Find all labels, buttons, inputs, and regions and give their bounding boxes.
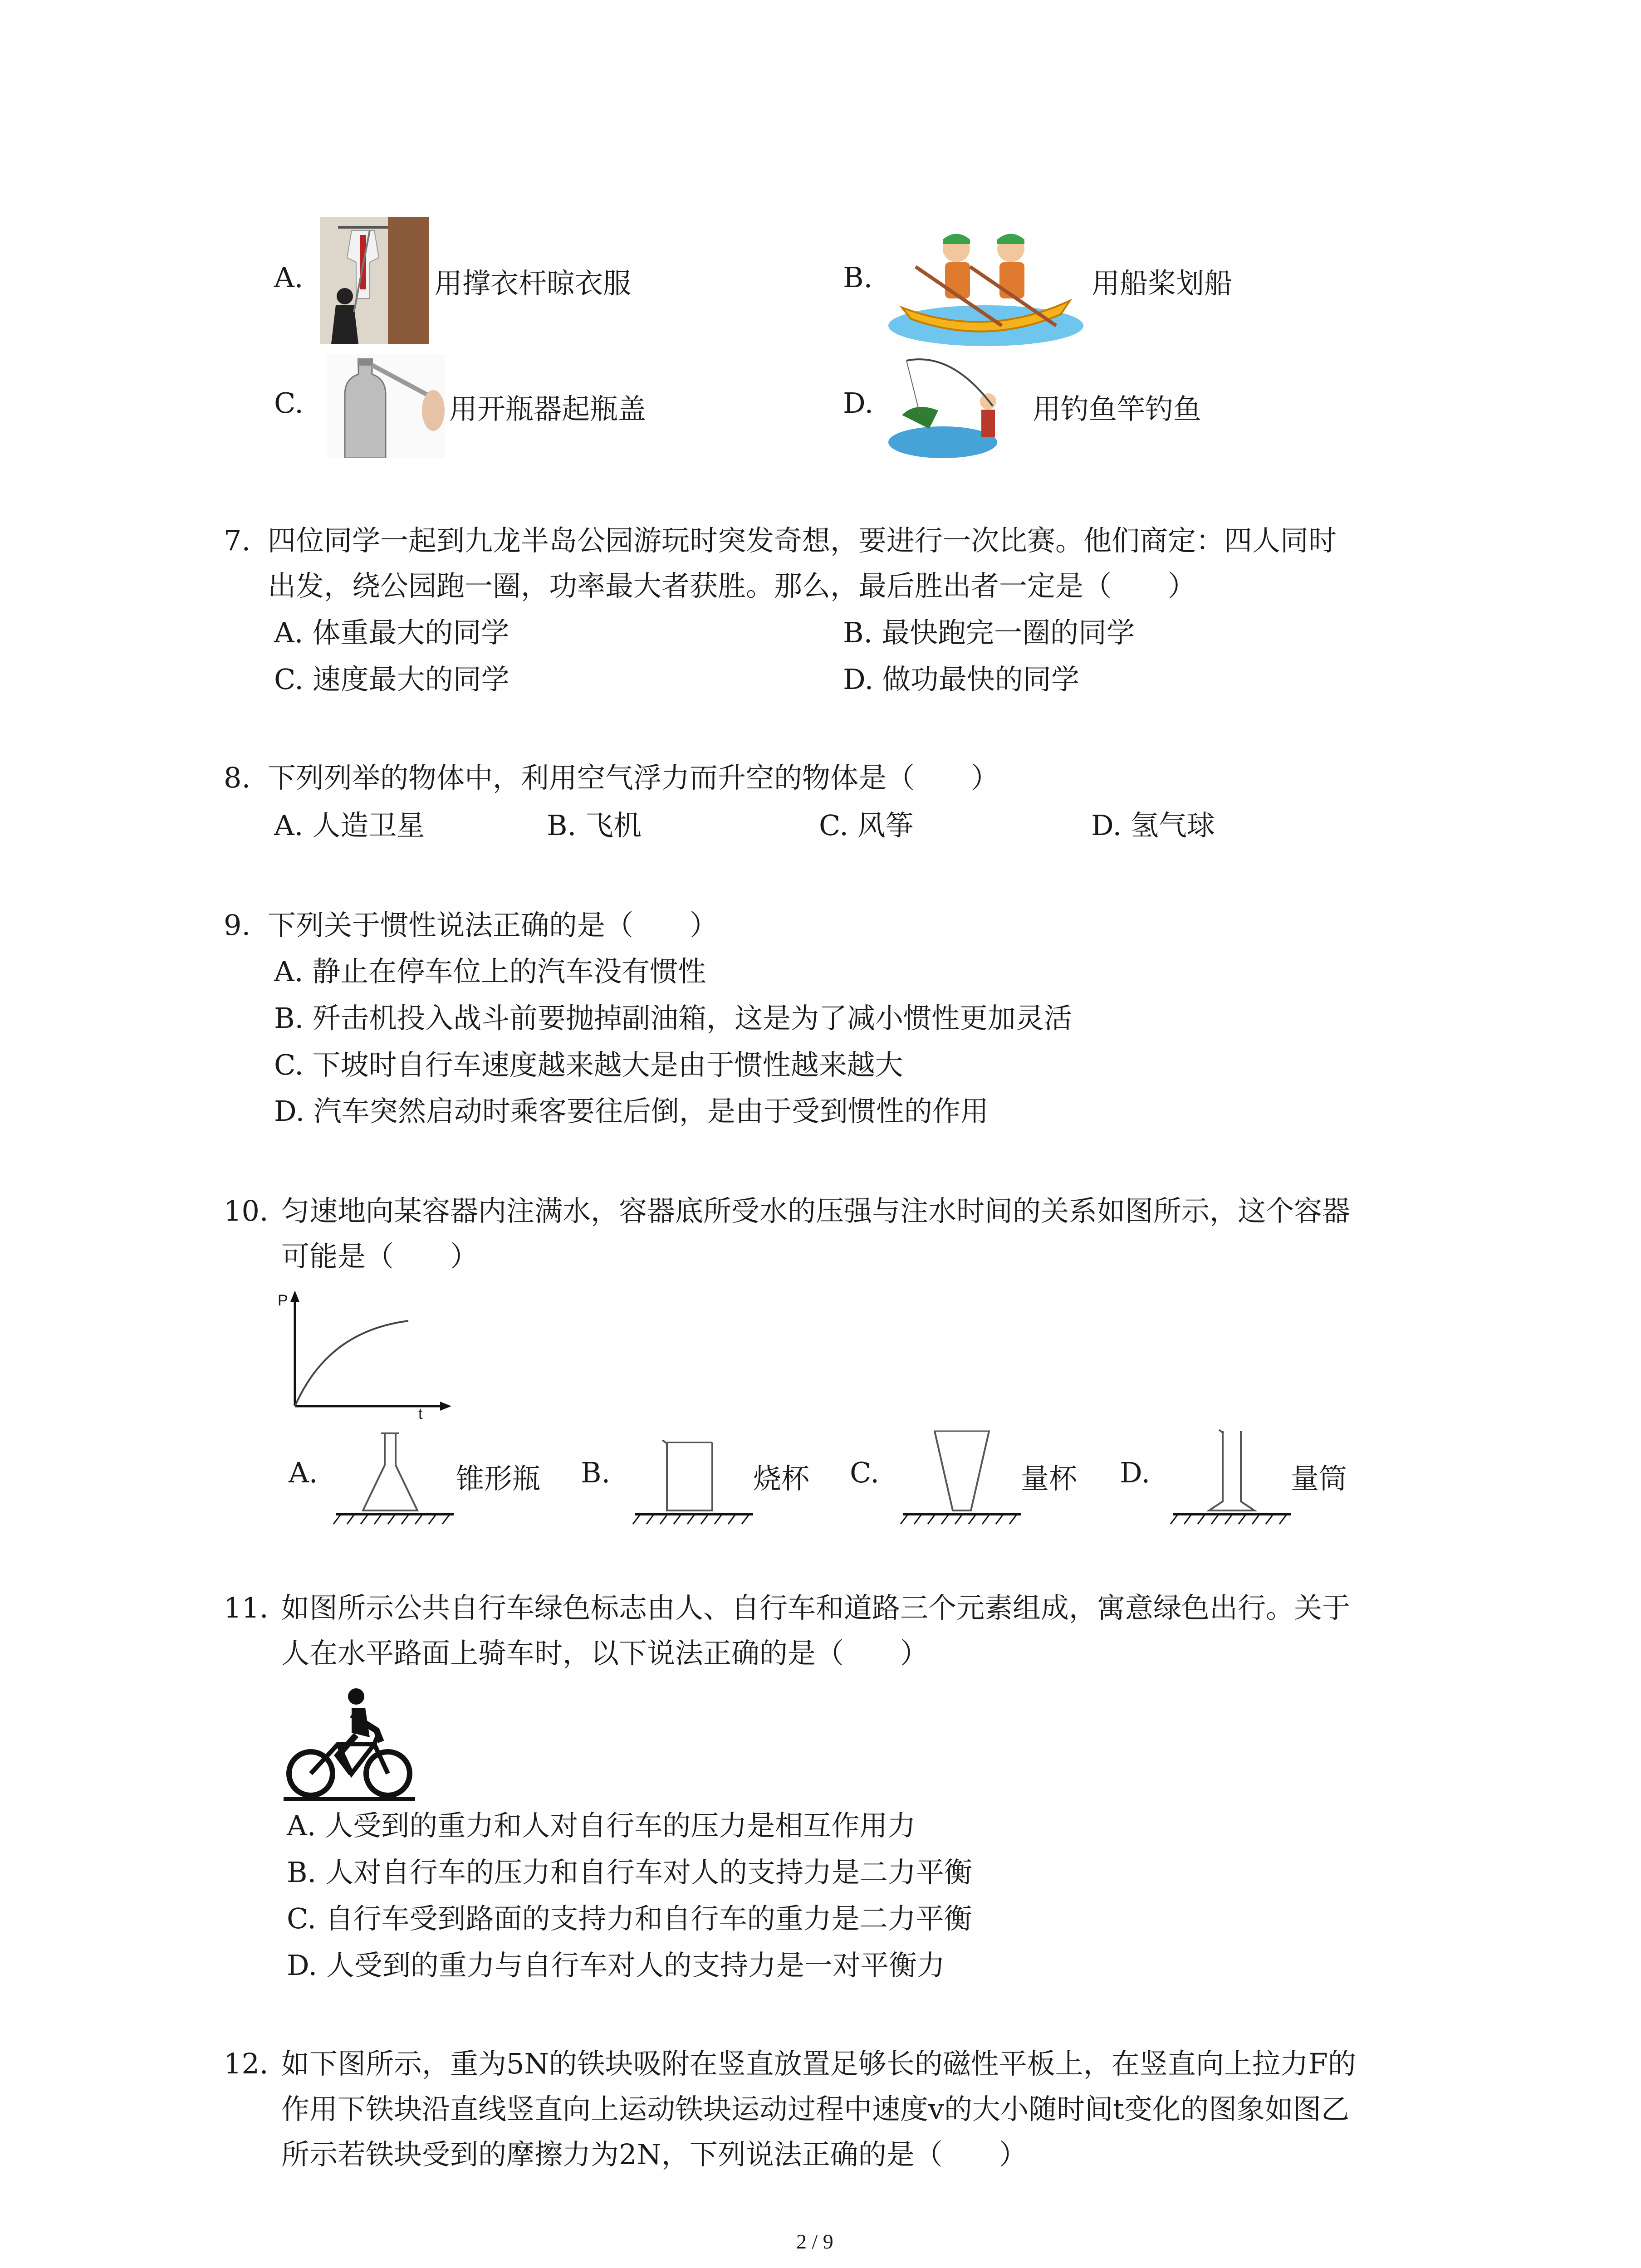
q10-line-1: 匀速地向某容器内注满水，容器底所受水的压强与注水时间的关系如图所示，这个容器 [281,1194,1351,1227]
q11-option-c: C. 自行车受到路面的支持力和自行车的重力是二力平衡 [287,1902,972,1935]
q11-option-b: B. 人对自行车的压力和自行车对人的支持力是二力平衡 [287,1856,972,1889]
q9-option-d: D. 汽车突然启动时乘客要往后倒，是由于受到惯性的作用 [274,1095,989,1128]
q10-option-c-letter: C. [850,1456,879,1489]
q11-line-2: 人在水平路面上骑车时，以下说法正确的是（ ） [281,1637,929,1670]
q10-number: 10. [224,1194,269,1227]
q10-line-2: 可能是（ ） [281,1240,479,1273]
q9-option-a: A. 静止在停车位上的汽车没有惯性 [274,955,706,988]
graph-y-label: P [278,1292,288,1309]
q11-option-a: A. 人受到的重力和人对自行车的压力是相互作用力 [287,1809,916,1842]
q7-number: 7. [224,524,251,557]
q10-option-a-letter: A. [289,1456,318,1489]
q12-line-2: 作用下铁块沿直线竖直向上运动铁块运动过程中速度v的大小随时间t变化的图象如图乙 [281,2092,1349,2126]
q11-number: 11. [224,1591,269,1624]
q12-line-3: 所示若铁块受到的摩擦力为2N，下列说法正确的是（ ） [281,2138,1027,2171]
q9-line-1: 下列关于惯性说法正确的是（ ） [268,909,718,942]
graduated-cylinder-icon [1168,1424,1295,1529]
q7-option-a: A. 体重最大的同学 [274,616,509,649]
q6-option-b-letter: B. [843,261,873,294]
q12-line-1: 如下图所示，重为5N的铁块吸附在竖直放置足够长的磁性平板上，在竖直向上拉力F的 [281,2047,1356,2080]
conical-flask-icon [331,1429,458,1529]
q10-option-b-letter: B. [581,1456,611,1489]
cyclist-icon [284,1687,415,1801]
q11-option-d: D. 人受到的重力与自行车对人的支持力是一对平衡力 [287,1949,945,1982]
pressure-time-graph [272,1288,454,1420]
bottle-opener-icon [327,354,445,458]
q7-line-2: 出发，绕公园跑一圈，功率最大者获胜。那么，最后胜出者一定是（ ） [268,569,1196,602]
q7-option-b: B. 最快跑完一圈的同学 [843,616,1135,649]
q6-option-c-letter: C. [274,386,304,420]
clothes-pole-icon [320,217,429,344]
q12-number: 12. [224,2047,269,2080]
page-number: 2 / 9 [796,2230,833,2253]
graph-x-label: t [418,1405,423,1422]
beaker-icon [631,1429,758,1529]
q7-line-1: 四位同学一起到九龙半岛公园游玩时突发奇想，要进行一次比赛。他们商定：四人同时 [268,524,1337,557]
q8-option-c: C. 风筝 [819,809,914,842]
q6-option-a-letter: A. [274,261,304,294]
q8-number: 8. [224,761,251,794]
q11-line-1: 如图所示公共自行车绿色标志由人、自行车和道路三个元素组成，寓意绿色出行。关于 [281,1591,1351,1624]
q6-option-b-text: 用船桨划船 [1092,267,1233,300]
q10-option-a-text: 锥形瓶 [456,1462,541,1495]
q10-option-b-text: 烧杯 [753,1462,810,1495]
q9-option-b: B. 歼击机投入战斗前要抛掉副油箱，这是为了减小惯性更加灵活 [274,1002,1072,1035]
q9-option-c: C. 下坡时自行车速度越来越大是由于惯性越来越大 [274,1048,903,1081]
q6-option-d-text: 用钓鱼竿钓鱼 [1033,392,1202,425]
q8-option-b: B. 飞机 [547,809,642,842]
q6-option-d-letter: D. [843,386,874,420]
fishing-rod-icon [888,352,1029,460]
q6-option-a-text: 用撑衣杆晾衣服 [434,267,632,300]
q8-line-1: 下列列举的物体中，利用空气浮力而升空的物体是（ ） [268,761,999,794]
q7-option-c: C. 速度最大的同学 [274,663,509,696]
q10-option-d-text: 量筒 [1291,1462,1347,1495]
q8-option-a: A. 人造卫星 [274,809,425,842]
q10-option-d-letter: D. [1120,1456,1151,1489]
rowing-boat-icon [888,217,1083,346]
q8-option-d: D. 氢气球 [1091,809,1215,842]
q7-option-d: D. 做功最快的同学 [843,663,1079,696]
q6-option-c-text: 用开瓶器起瓶盖 [449,392,647,425]
q10-option-c-text: 量杯 [1021,1462,1078,1495]
q9-number: 9. [224,909,251,942]
measuring-cup-icon [898,1424,1025,1529]
